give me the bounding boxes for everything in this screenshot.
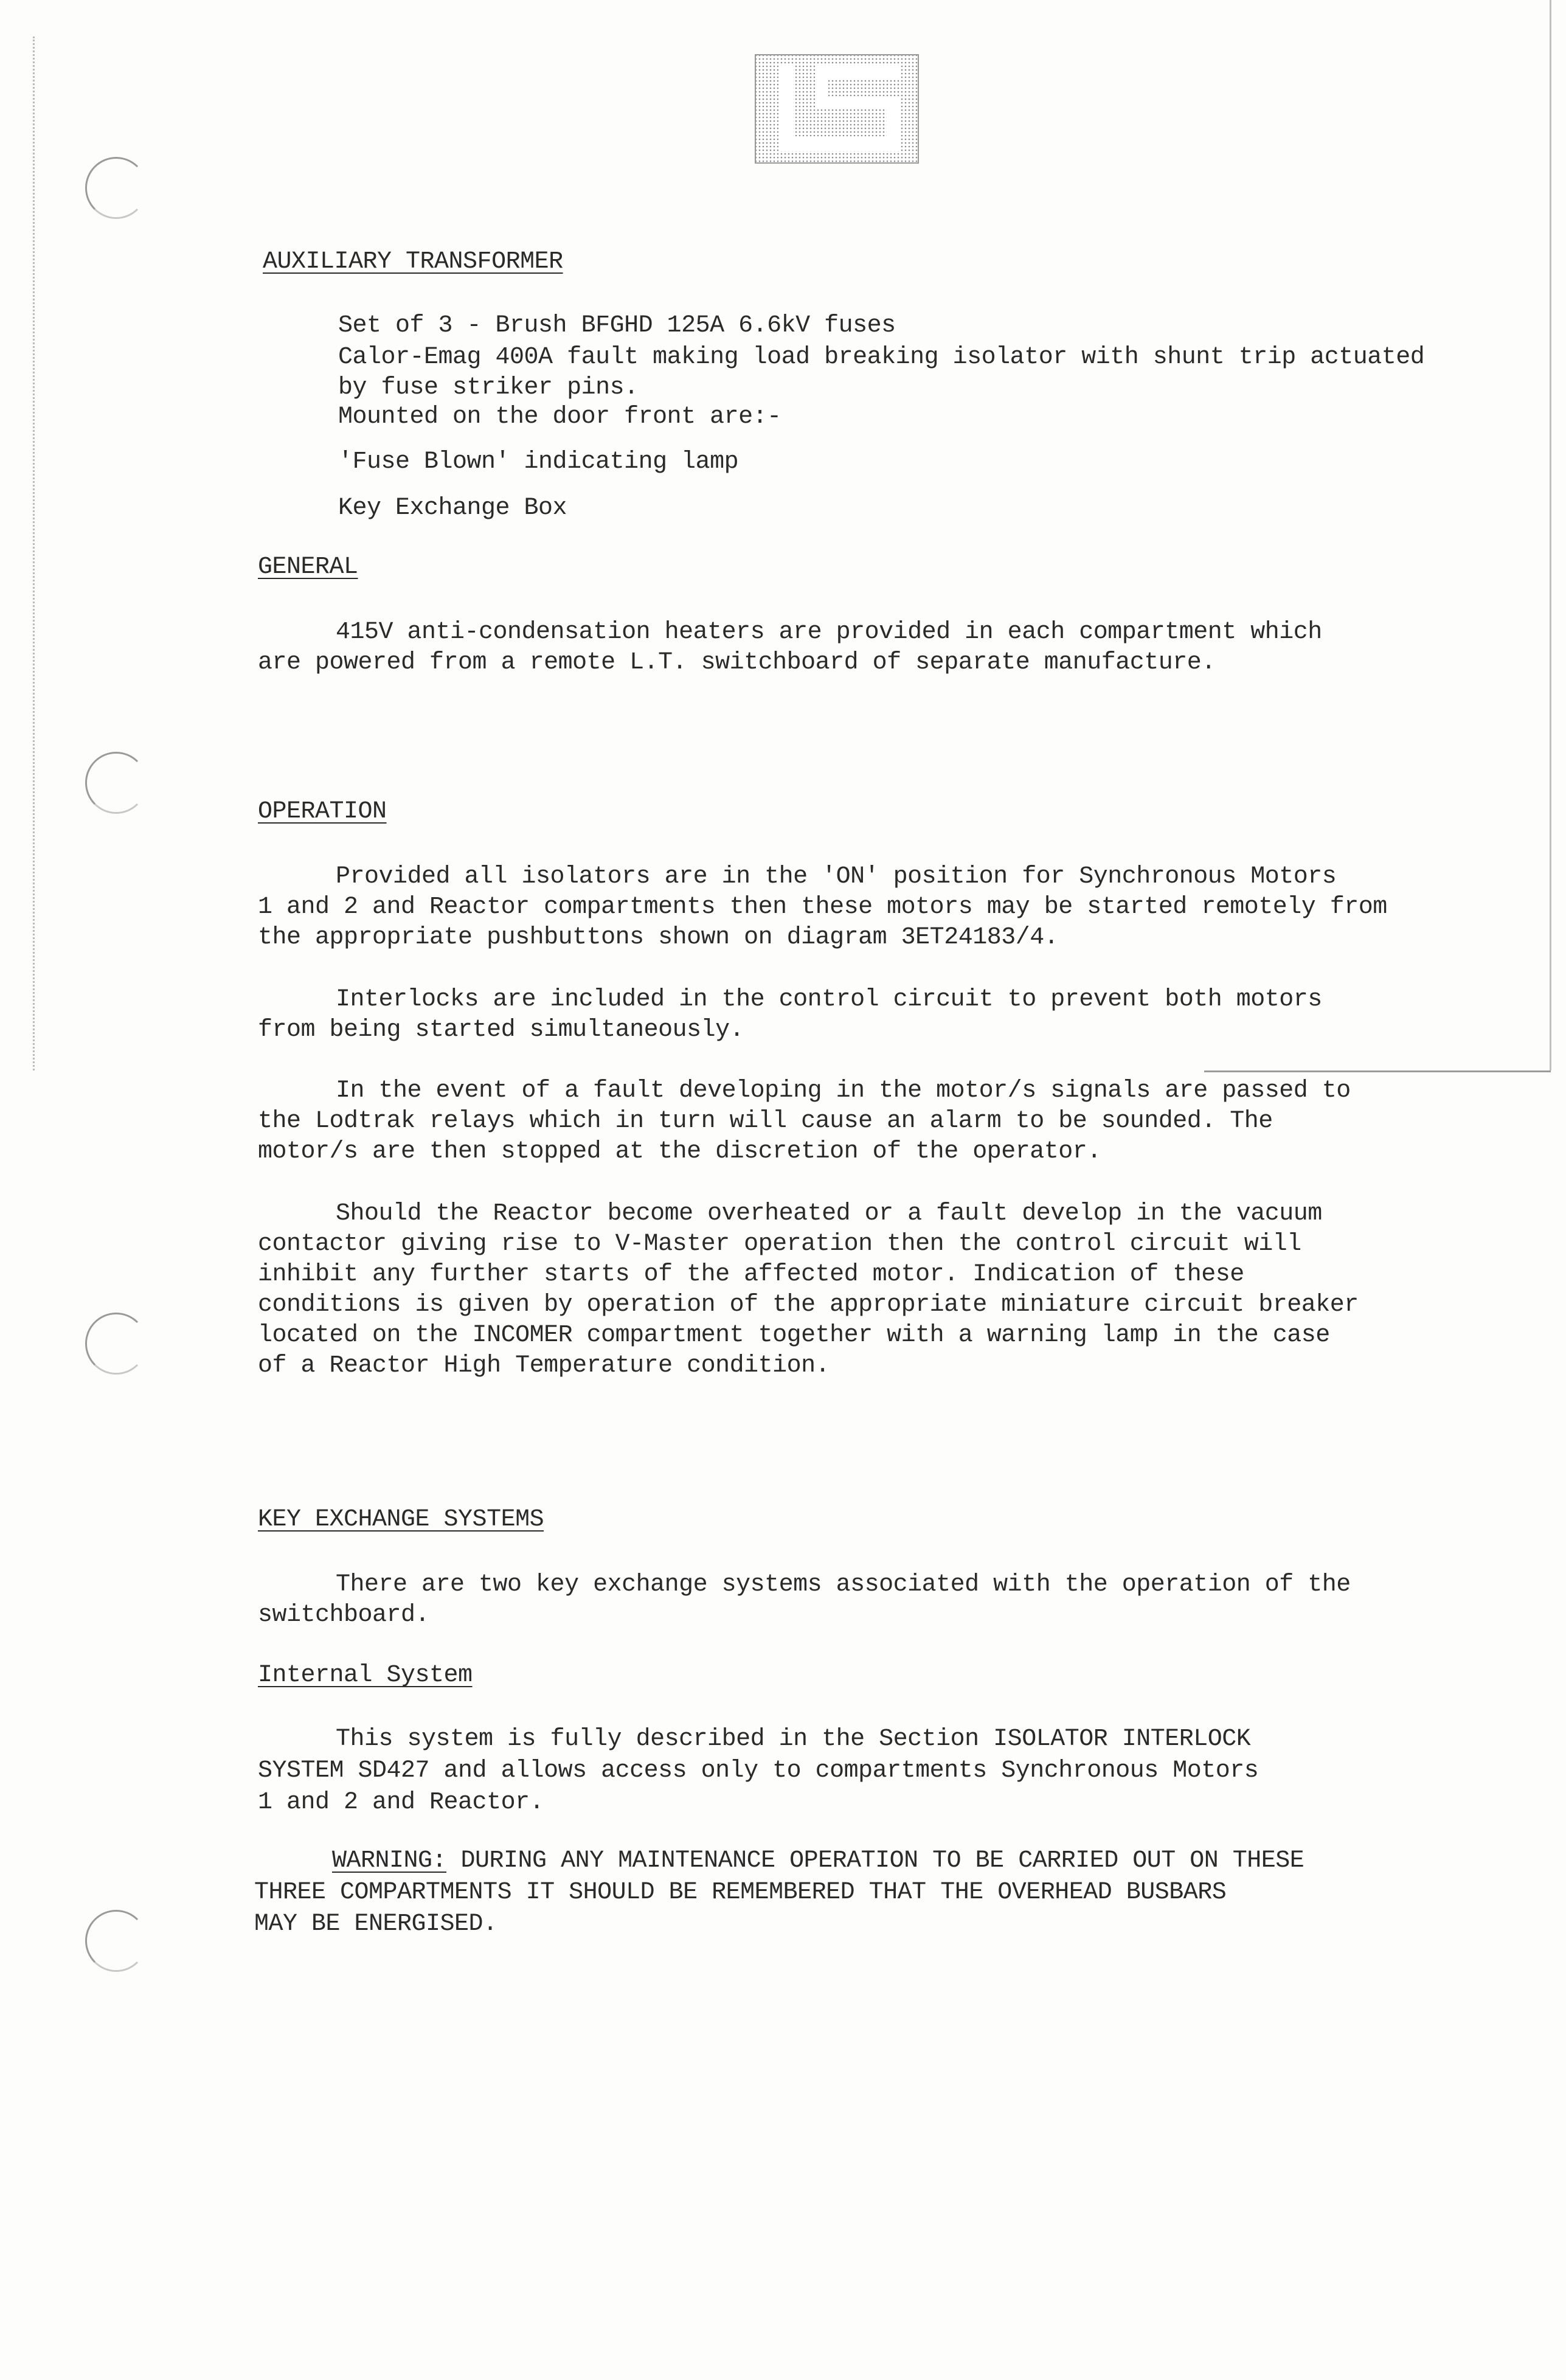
warning-line-3: MAY BE ENERGISED. (254, 1910, 497, 1938)
page-edge-right (1550, 0, 1551, 1070)
operation-p1-line-2: 1 and 2 and Reactor compartments then these motors may be started remotely from (258, 893, 1387, 921)
page-edge-bottom (1204, 1070, 1551, 1072)
operation-p4-line-4: conditions is given by operation of the appropriate miniature circuit breaker (258, 1291, 1359, 1319)
aux-line-5: 'Fuse Blown' indicating lamp (338, 448, 739, 476)
section-heading-general: GENERAL (258, 553, 358, 581)
aux-line-2: Calor-Emag 400A fault making load breaking isolator with shunt trip actuated (338, 344, 1425, 371)
operation-p4-line-2: contactor giving rise to V-Master operation then the control circuit will (258, 1230, 1301, 1258)
internal-system-line-3: 1 and 2 and Reactor. (258, 1789, 544, 1816)
operation-p2-line-2: from being started simultaneously. (258, 1016, 744, 1044)
punch-hole (85, 157, 147, 219)
section-heading-operation: OPERATION (258, 798, 387, 825)
section-heading-key-exchange-systems: KEY EXCHANGE SYSTEMS (258, 1506, 544, 1533)
operation-p1-line-3: the appropriate pushbuttons shown on diagram 3ET24183/4. (258, 924, 1059, 951)
internal-system-line-1: This system is fully described in the Section ISOLATOR INTERLOCK (336, 1726, 1251, 1753)
internal-system-line-2: SYSTEM SD427 and allows access only to compartments Synchronous Motors (258, 1757, 1259, 1785)
warning-line-1 (332, 1845, 1304, 1877)
operation-p2-line-1: Interlocks are included in the control circuit to prevent both motors (336, 986, 1322, 1013)
operation-p3-line-1: In the event of a fault developing in the motor/s signals are passed to (336, 1077, 1351, 1105)
aux-line-6: Key Exchange Box (338, 494, 567, 522)
operation-p1-line-1: Provided all isolators are in the 'ON' position for Synchronous Motors (336, 863, 1337, 890)
punch-hole (85, 1313, 147, 1375)
warning-text: DURING ANY MAINTENANCE OPERATION TO BE CARRIED OUT ON THESE (446, 1847, 1304, 1875)
page-edge-left (33, 36, 35, 1070)
punch-hole (85, 1910, 147, 1972)
warning-line-2: THREE COMPARTMENTS IT SHOULD BE REMEMBERED THAT THE OVERHEAD BUSBARS (254, 1879, 1227, 1906)
punch-hole (85, 752, 147, 814)
aux-line-4: Mounted on the door front are:- (338, 403, 781, 431)
warning-label: WARNING: (332, 1847, 447, 1875)
aux-line-1: Set of 3 - Brush BFGHD 125A 6.6kV fuses (338, 312, 896, 339)
operation-p4-line-1: Should the Reactor become overheated or a fault develop in the vacuum (336, 1200, 1322, 1227)
operation-p3-line-2: the Lodtrak relays which in turn will cause an alarm to be sounded. The (258, 1108, 1273, 1135)
key-exchange-p1-line-1: There are two key exchange systems associated with the operation of the (336, 1571, 1351, 1598)
subheading-internal-system: Internal System (258, 1662, 473, 1689)
general-line-1: 415V anti-condensation heaters are provided in each compartment which (336, 619, 1322, 646)
operation-p3-line-3: motor/s are then stopped at the discretion of the operator. (258, 1138, 1101, 1165)
operation-p4-line-6: of a Reactor High Temperature condition. (258, 1352, 830, 1379)
operation-p4-line-5: located on the INCOMER compartment together with a warning lamp in the case (258, 1322, 1330, 1349)
operation-p4-line-3: inhibit any further starts of the affected motor. Indication of these (258, 1261, 1244, 1288)
section-heading-auxiliary-transformer: AUXILIARY TRANSFORMER (263, 248, 563, 276)
company-logo (754, 54, 920, 164)
aux-line-3: by fuse striker pins. (338, 374, 639, 401)
general-line-2: are powered from a remote L.T. switchboard of separate manufacture. (258, 649, 1216, 676)
key-exchange-p1-line-2: switchboard. (258, 1601, 430, 1629)
